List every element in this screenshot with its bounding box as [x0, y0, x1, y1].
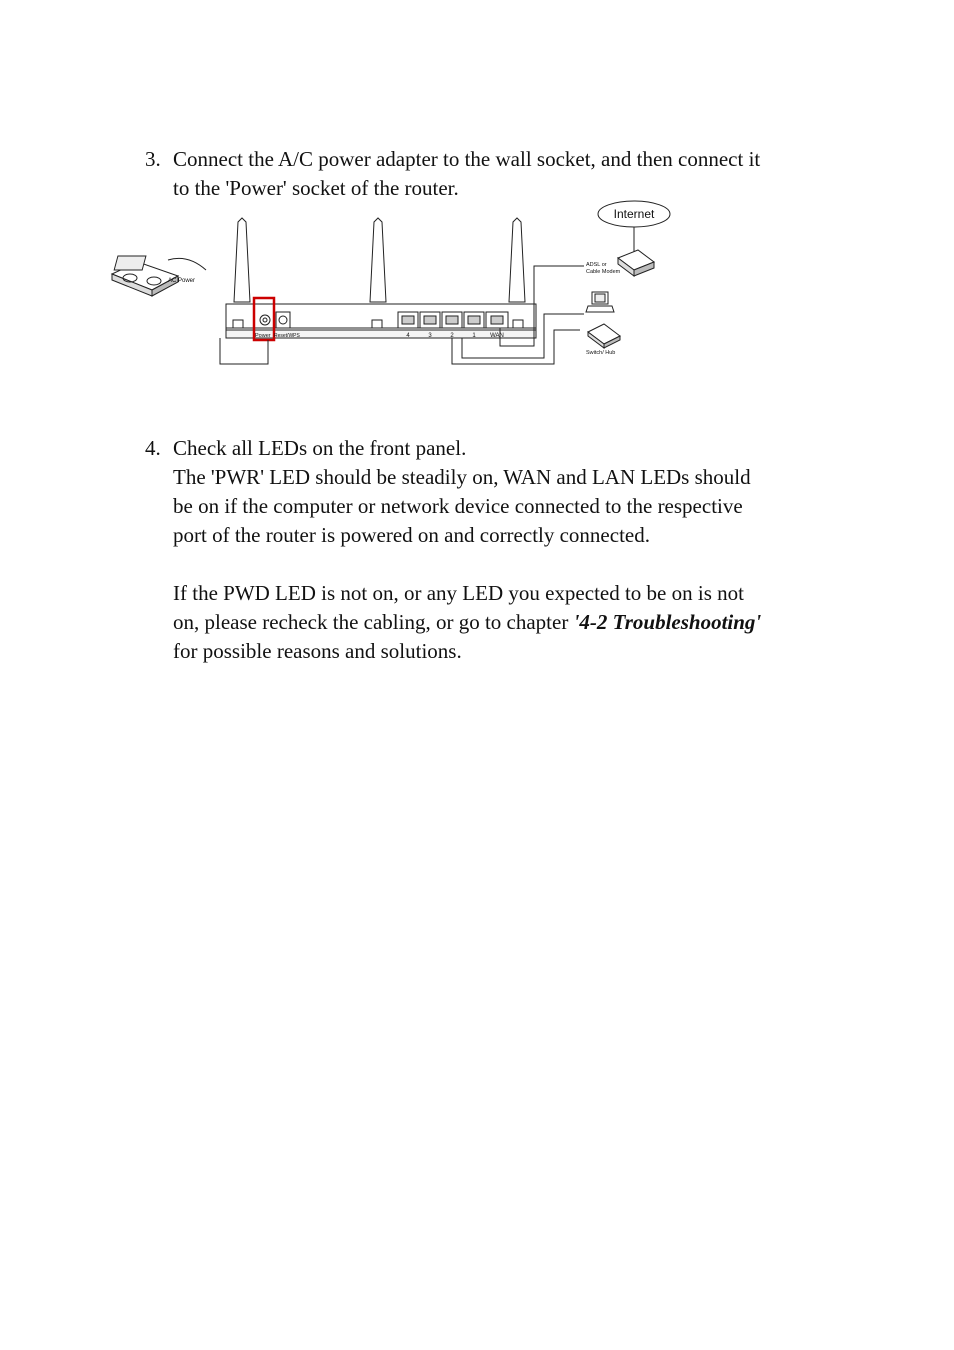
port-label-3: 3	[428, 333, 432, 339]
port-label-2: 2	[450, 333, 454, 339]
switch-hub-icon	[588, 324, 620, 348]
switch-hub-label: Switch/ Hub	[586, 350, 616, 356]
step-4-text	[173, 434, 823, 666]
reset-label: Reset/WPS	[274, 333, 300, 339]
step-4-para2-line-3: for possible reasons and solutions.	[173, 639, 462, 663]
troubleshooting-chapter-reference: '4-2 Troubleshooting'	[573, 610, 762, 634]
step-4-line-3: be on if the computer or network device connected to the respective	[173, 494, 743, 518]
step-4-line-4: port of the router is powered on and correctly connected.	[173, 523, 650, 547]
step-3-text	[173, 145, 823, 203]
port-label-1: 1	[472, 333, 476, 339]
power-label: Power	[255, 333, 271, 339]
port-label-4: 4	[406, 333, 410, 339]
step-4-para2-line-1: If the PWD LED is not on, or any LED you expected to be on is not	[173, 581, 744, 605]
computer-icon	[586, 292, 614, 312]
modem-label-line-2: Cable Modem	[586, 269, 621, 275]
ac-power-label: AC Power	[168, 278, 196, 284]
router-connection-diagram	[108, 196, 688, 372]
modem-label-line-1: ADSL or	[586, 262, 607, 268]
step-3-line-2: to the 'Power' socket of the router.	[173, 176, 459, 200]
step-4-line-1: Check all LEDs on the front panel.	[173, 436, 467, 460]
ac-power-adapter-icon	[112, 256, 206, 296]
step-4-line-2: The 'PWR' LED should be steadily on, WAN and LAN LEDs should	[173, 465, 751, 489]
step-3-number: 3.	[145, 147, 161, 171]
step-4-para2-line-2	[173, 608, 823, 637]
step-3-line-1: Connect the A/C power adapter to the wall socket, and then connect it	[173, 147, 761, 171]
step-4-para2-line-2-prefix: on, please recheck the cabling, or go to chapter	[173, 610, 574, 634]
internet-label: Internet	[613, 207, 655, 221]
port-label-wan: WAN	[490, 333, 504, 339]
step-4-number: 4.	[145, 436, 161, 460]
modem-icon	[618, 250, 654, 276]
